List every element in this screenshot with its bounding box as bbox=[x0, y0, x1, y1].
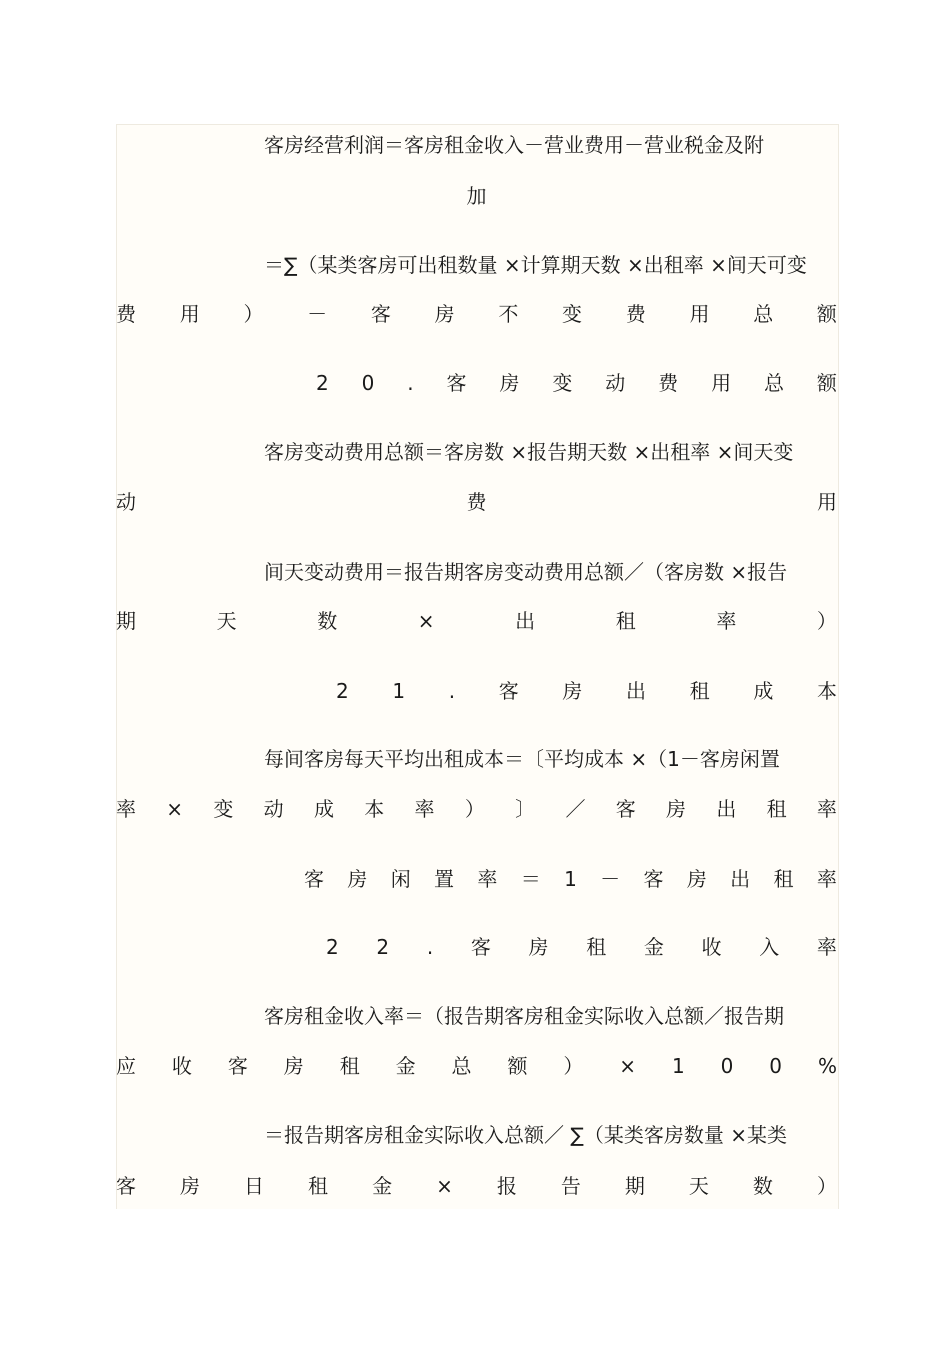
text-glyph: 出 bbox=[515, 609, 536, 633]
section-heading-21 bbox=[116, 676, 837, 706]
text-glyph: 收 bbox=[171, 1054, 192, 1078]
text-glyph: 出 bbox=[626, 679, 647, 703]
formula-idle-rate bbox=[116, 864, 837, 894]
text-glyph: 率 bbox=[816, 797, 837, 821]
text-glyph: 出 bbox=[730, 867, 751, 891]
text-glyph: 期 bbox=[116, 609, 136, 633]
text-glyph: 报 bbox=[496, 1174, 517, 1198]
text-glyph: 额 bbox=[816, 302, 837, 326]
text-glyph: 变 bbox=[562, 302, 583, 326]
text-glyph: 租 bbox=[308, 1174, 329, 1198]
document-page bbox=[116, 124, 839, 1209]
text-glyph: 变 bbox=[213, 797, 234, 821]
text-glyph: ） bbox=[243, 302, 264, 326]
text-glyph: 0 bbox=[361, 371, 375, 395]
text-glyph: 房 bbox=[283, 1054, 304, 1078]
text-glyph: 1 bbox=[564, 867, 577, 891]
text-glyph: 费 bbox=[116, 302, 136, 326]
text-glyph: 率 bbox=[816, 867, 837, 891]
text-glyph: 客 bbox=[116, 1174, 136, 1198]
text-glyph: 本 bbox=[364, 797, 385, 821]
text-glyph: 租 bbox=[586, 935, 607, 959]
text-glyph: 租 bbox=[773, 867, 794, 891]
text-glyph: 0 bbox=[720, 1054, 734, 1078]
formula-daily-variable-cost: 间天变动费用＝报告期客房变动费用总额／（客房数 ×报告 bbox=[264, 560, 788, 584]
text-glyph: 用 bbox=[179, 302, 200, 326]
justified-line-7 bbox=[116, 487, 837, 517]
text-glyph: 租 bbox=[766, 797, 787, 821]
text-glyph: 置 bbox=[434, 867, 455, 891]
justified-line-9 bbox=[116, 606, 837, 636]
text-glyph: 用 bbox=[711, 371, 732, 395]
text-glyph: 客 bbox=[498, 679, 519, 703]
text-glyph: 客 bbox=[446, 371, 467, 395]
text-glyph: 总 bbox=[763, 371, 784, 395]
text-glyph: 率 bbox=[816, 935, 837, 959]
text-glyph: 金 bbox=[395, 1054, 416, 1078]
text-glyph: 总 bbox=[753, 302, 774, 326]
text-glyph: 客 bbox=[470, 935, 491, 959]
text-glyph: % bbox=[817, 1054, 837, 1078]
text-glyph: . bbox=[407, 371, 414, 395]
text-glyph: . bbox=[448, 679, 456, 703]
text-glyph: 入 bbox=[759, 935, 780, 959]
text-glyph: 2 bbox=[326, 935, 339, 959]
formula-rent-income-rate-alt: ＝报告期客房租金实际收入总额／ ∑（某类客房数量 ×某类 bbox=[264, 1123, 787, 1147]
text-glyph: 闲 bbox=[390, 867, 411, 891]
text-glyph: 动 bbox=[116, 490, 136, 514]
text-glyph: × bbox=[166, 797, 184, 821]
text-glyph: 客 bbox=[370, 302, 391, 326]
text-glyph: × bbox=[619, 1054, 637, 1078]
text-glyph: 房 bbox=[562, 679, 583, 703]
text-glyph: 数 bbox=[752, 1174, 773, 1198]
section-heading-20 bbox=[116, 368, 837, 398]
text-glyph: 不 bbox=[498, 302, 519, 326]
text-glyph: 客 bbox=[304, 867, 324, 891]
section-heading-22 bbox=[116, 932, 837, 962]
text-glyph: 1 bbox=[671, 1054, 685, 1078]
formula-profit: 客房经营利润＝客房租金收入－营业费用－营业税金及附 bbox=[264, 133, 764, 157]
formula-profit-tail: 加 bbox=[466, 184, 487, 208]
text-glyph: ） bbox=[816, 1174, 837, 1198]
text-glyph: 额 bbox=[816, 371, 837, 395]
text-glyph: ＝ bbox=[520, 867, 541, 891]
text-glyph: 〕 bbox=[515, 797, 536, 821]
justified-line-4 bbox=[116, 299, 837, 329]
text-glyph: 费 bbox=[658, 371, 679, 395]
text-glyph: 1 bbox=[392, 679, 406, 703]
formula-average-rental-cost: 每间客房每天平均出租成本＝〔平均成本 ×（1－客房闲置 bbox=[264, 747, 780, 771]
text-glyph: 动 bbox=[263, 797, 284, 821]
text-glyph: 成 bbox=[753, 679, 774, 703]
text-glyph: 房 bbox=[686, 867, 707, 891]
justified-line-18 bbox=[116, 1171, 837, 1201]
text-glyph: × bbox=[417, 609, 435, 633]
text-glyph: . bbox=[426, 935, 434, 959]
text-glyph: 费 bbox=[466, 490, 487, 514]
text-glyph: 率 bbox=[716, 609, 737, 633]
text-glyph: 日 bbox=[244, 1174, 265, 1198]
text-glyph: 期 bbox=[624, 1174, 645, 1198]
text-glyph: ／ bbox=[565, 797, 586, 821]
text-glyph: 告 bbox=[560, 1174, 581, 1198]
text-glyph: 动 bbox=[605, 371, 626, 395]
formula-rent-income-rate: 客房租金收入率＝（报告期客房租金实际收入总额／报告期 bbox=[264, 1004, 784, 1028]
text-glyph: 本 bbox=[816, 679, 837, 703]
text-glyph: 租 bbox=[689, 679, 710, 703]
text-glyph: 金 bbox=[643, 935, 664, 959]
text-glyph: 房 bbox=[180, 1174, 201, 1198]
text-glyph: 租 bbox=[339, 1054, 360, 1078]
text-glyph: 天 bbox=[216, 609, 237, 633]
text-glyph: 总 bbox=[451, 1054, 472, 1078]
text-glyph: 用 bbox=[689, 302, 710, 326]
text-glyph: 客 bbox=[615, 797, 636, 821]
text-glyph: 率 bbox=[116, 797, 136, 821]
text-glyph: 2 bbox=[336, 679, 349, 703]
text-glyph: ） bbox=[816, 609, 837, 633]
text-glyph: ） bbox=[563, 1054, 584, 1078]
text-glyph: 应 bbox=[116, 1054, 136, 1078]
text-glyph: 客 bbox=[643, 867, 664, 891]
text-glyph: 客 bbox=[227, 1054, 248, 1078]
text-glyph: 2 bbox=[316, 371, 329, 395]
formula-sum-line: ＝∑（某类客房可出租数量 ×计算期天数 ×出租率 ×间天可变 bbox=[264, 253, 807, 277]
formula-variable-cost-total: 客房变动费用总额＝客房数 ×报告期天数 ×出租率 ×间天变 bbox=[264, 440, 794, 464]
text-glyph: 率 bbox=[477, 867, 498, 891]
text-glyph: 0 bbox=[769, 1054, 783, 1078]
text-glyph: 2 bbox=[376, 935, 390, 959]
text-glyph: 用 bbox=[817, 490, 837, 514]
justified-line-16 bbox=[116, 1051, 837, 1081]
text-glyph: 房 bbox=[499, 371, 520, 395]
text-glyph: 房 bbox=[528, 935, 549, 959]
text-glyph: － bbox=[600, 867, 621, 891]
text-glyph: 收 bbox=[701, 935, 722, 959]
text-glyph: － bbox=[307, 302, 328, 326]
text-glyph: 率 bbox=[414, 797, 435, 821]
text-glyph: 房 bbox=[347, 867, 368, 891]
text-glyph: 成 bbox=[313, 797, 334, 821]
text-glyph: 出 bbox=[716, 797, 737, 821]
text-glyph: 天 bbox=[688, 1174, 709, 1198]
justified-line-12 bbox=[116, 794, 837, 824]
text-glyph: 房 bbox=[434, 302, 455, 326]
text-glyph: 变 bbox=[552, 371, 573, 395]
text-glyph: 数 bbox=[317, 609, 338, 633]
text-glyph: 费 bbox=[625, 302, 646, 326]
text-glyph: 金 bbox=[372, 1174, 393, 1198]
text-glyph: 房 bbox=[666, 797, 687, 821]
text-glyph: × bbox=[436, 1174, 453, 1198]
text-glyph: ） bbox=[464, 797, 485, 821]
text-glyph: 租 bbox=[615, 609, 636, 633]
text-glyph: 额 bbox=[507, 1054, 528, 1078]
